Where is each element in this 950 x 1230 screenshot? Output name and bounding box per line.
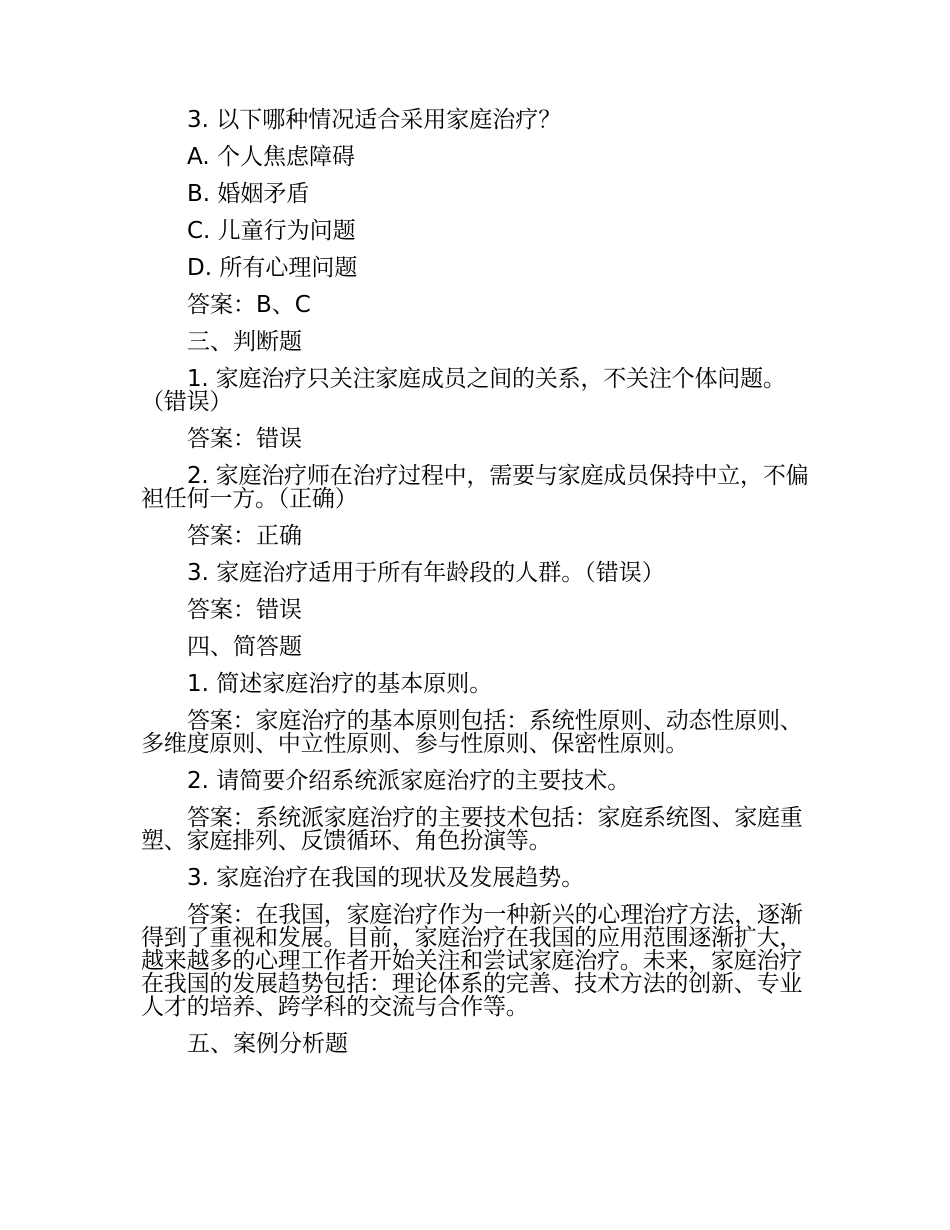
section-heading-case-analysis: 五、案例分析题 <box>187 1031 348 1057</box>
short-answer-answer-1: 答案：家庭治疗的基本原则包括：系统性原则、动态性原则、多维度原则、中立性原则、参与性原则、保密性原则。 <box>141 708 803 757</box>
short-answer-answer-2: 答案：系统派家庭治疗的主要技术包括：家庭系统图、家庭重塑、家庭排列、反馈循环、角色扮演等。 <box>141 805 803 854</box>
answer-true-false-3: 答案：错误 <box>187 597 302 623</box>
section-heading-true-false: 三、判断题 <box>187 329 302 355</box>
answer-question-3: 答案：B、C <box>187 292 311 318</box>
true-false-item-3: 3. 家庭治疗适用于所有年龄段的人群。（错误） <box>187 560 665 586</box>
option-d: D. 所有心理问题 <box>187 255 358 281</box>
true-false-item-2: 2. 家庭治疗师在治疗过程中，需要与家庭成员保持中立，不偏袒任何一方。（正确） <box>141 463 809 512</box>
option-a: A. 个人焦虑障碍 <box>187 144 355 170</box>
answer-true-false-1: 答案：错误 <box>187 426 302 452</box>
answer-true-false-2: 答案：正确 <box>187 523 302 549</box>
option-b: B. 婚姻矛盾 <box>187 181 310 207</box>
true-false-item-1: 1. 家庭治疗只关注家庭成员之间的关系，不关注个体问题。（错误） <box>141 366 786 415</box>
section-heading-short-answer: 四、简答题 <box>187 634 302 660</box>
short-answer-answer-3: 答案：在我国，家庭治疗作为一种新兴的心理治疗方法，逐渐得到了重视和发展。目前，家庭治疗在我国的应用范围逐渐扩大，越来越多的心理工作者开始关注和尝试家庭治疗。未来，家庭治疗在我国的发展趋势包括：理论体系的完善、技术方法的创新、专业人才的培养、跨学科的交流与合作等。 <box>141 902 803 1020</box>
document-body <box>141 102 811 1063</box>
question-3-stem: 3. 以下哪种情况适合采用家庭治疗？ <box>187 107 562 133</box>
short-answer-question-1: 1. 简述家庭治疗的基本原则。 <box>187 671 493 697</box>
short-answer-question-3: 3. 家庭治疗在我国的现状及发展趋势。 <box>187 865 585 891</box>
option-c: C. 儿童行为问题 <box>187 218 356 244</box>
short-answer-question-2: 2. 请简要介绍系统派家庭治疗的主要技术。 <box>187 768 631 794</box>
